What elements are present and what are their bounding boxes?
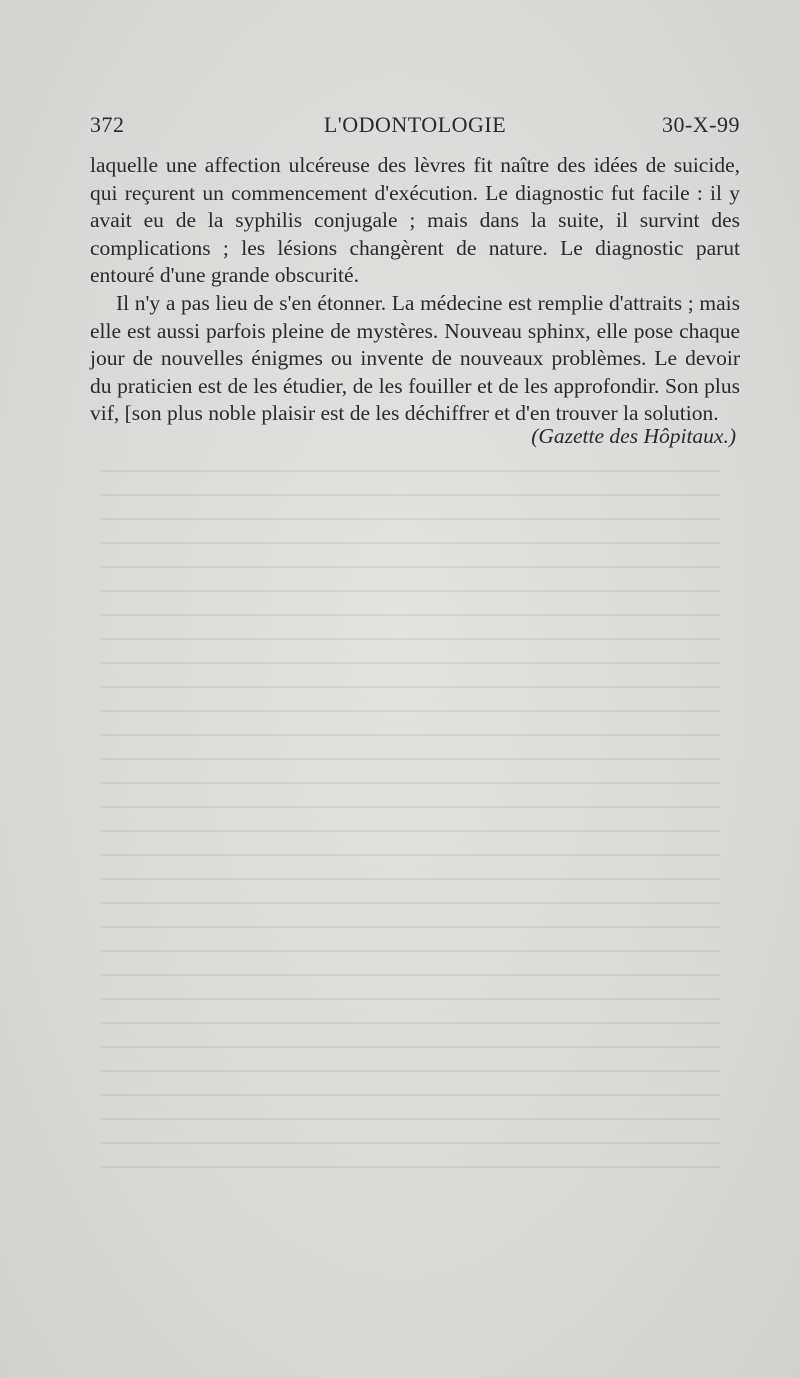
running-title: L'ODONTOLOGIE bbox=[323, 112, 507, 137]
paragraph-2: Il n'y a pas lieu de s'en étonner. La médecine est remplie d'attraits ; mais elle est aussi parfois pleine de mystères. Nouveau sphinx, elle pose chaque jour de nouvelles énigmes ou invente de nouveaux problèmes. Le devoir du praticien est de les étudier, de les fouiller et de les approfondir. Son plus vif, [son plus noble plaisir est de les déchiffrer et d'en trouver la solution. bbox=[90, 290, 740, 426]
issue-date: 30-X-99 bbox=[661, 112, 740, 137]
show-through-texture bbox=[100, 470, 720, 1230]
paragraph-1: laquelle une affection ulcéreuse des lèvres fit naître des idées de suicide, qui reçurent un commencement d'exécution. Le diagnostic fut facile : il y avait eu de la syphilis conjugale ; mais dans la suite, il survint des complications ; les lésions changèrent de nature. Le diagnostic parut entouré d'une grande obscurité. bbox=[90, 153, 740, 288]
source-citation: (Gazette des Hôpitaux.) bbox=[531, 424, 736, 448]
page-number: 372 bbox=[90, 112, 125, 137]
page-header bbox=[90, 112, 740, 142]
article-body bbox=[90, 152, 740, 428]
